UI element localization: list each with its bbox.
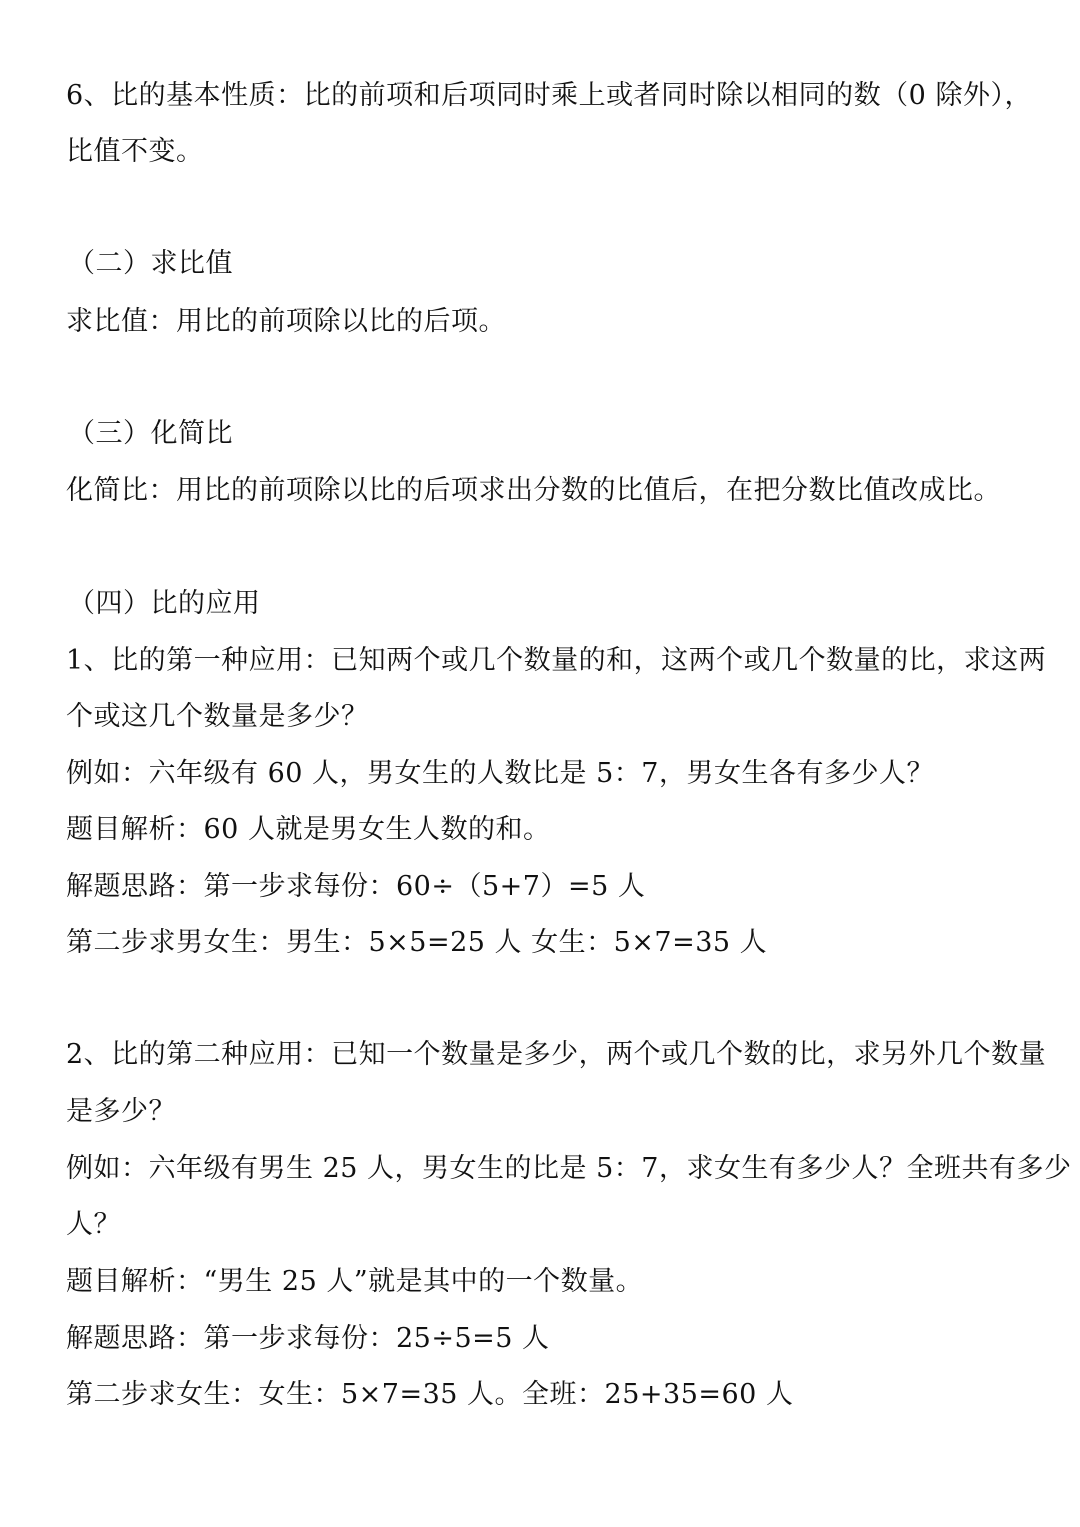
application2-analysis: 题目解析：“男生 25 人”就是其中的一个数量。 — [66, 1266, 644, 1297]
application1-analysis: 题目解析：60 人就是男女生人数的和。 — [66, 814, 551, 845]
application2-line1: 2、比的第二种应用：已知一个数量是多少，两个或几个数的比，求另外几个数量 — [66, 1039, 1047, 1070]
application2-example-line2: 人？ — [66, 1209, 121, 1240]
ratio-value-definition: 求比值：用比的前项除以比的后项。 — [66, 306, 506, 337]
application1-line1: 1、比的第一种应用：已知两个或几个数量的和，这两个或几个数量的比，求这两 — [66, 645, 1047, 676]
application2-line2: 是多少？ — [66, 1096, 176, 1127]
simplify-ratio-definition: 化简比：用比的前项除以比的后项求出分数的比值后，在把分数比值改成比。 — [66, 475, 1001, 506]
application1-example: 例如：六年级有 60 人，男女生的人数比是 5：7，男女生各有多少人？ — [66, 758, 934, 789]
heading-ratio-application: （四）比的应用 — [68, 588, 261, 619]
application1-step1: 解题思路：第一步求每份：60÷（5+7）=5 人 — [66, 871, 646, 902]
heading-ratio-value: （二）求比值 — [68, 248, 233, 279]
application1-step2: 第二步求男女生：男生：5×5=25 人 女生：5×7=35 人 — [66, 927, 768, 958]
application2-example-line1: 例如：六年级有男生 25 人，男女生的比是 5：7，求女生有多少人？全班共有多少 — [66, 1153, 1072, 1184]
application2-step1: 解题思路：第一步求每份：25÷5=5 人 — [66, 1323, 550, 1354]
section6-line2: 比值不变。 — [66, 136, 204, 167]
section6-line1: 6、比的基本性质：比的前项和后项同时乘上或者同时除以相同的数（0 除外）， — [66, 80, 1032, 111]
application1-line2: 个或这几个数量是多少？ — [66, 701, 369, 732]
application2-step2: 第二步求女生：女生：5×7=35 人。全班：25+35=60 人 — [66, 1379, 794, 1410]
heading-simplify-ratio: （三）化简比 — [68, 418, 233, 449]
